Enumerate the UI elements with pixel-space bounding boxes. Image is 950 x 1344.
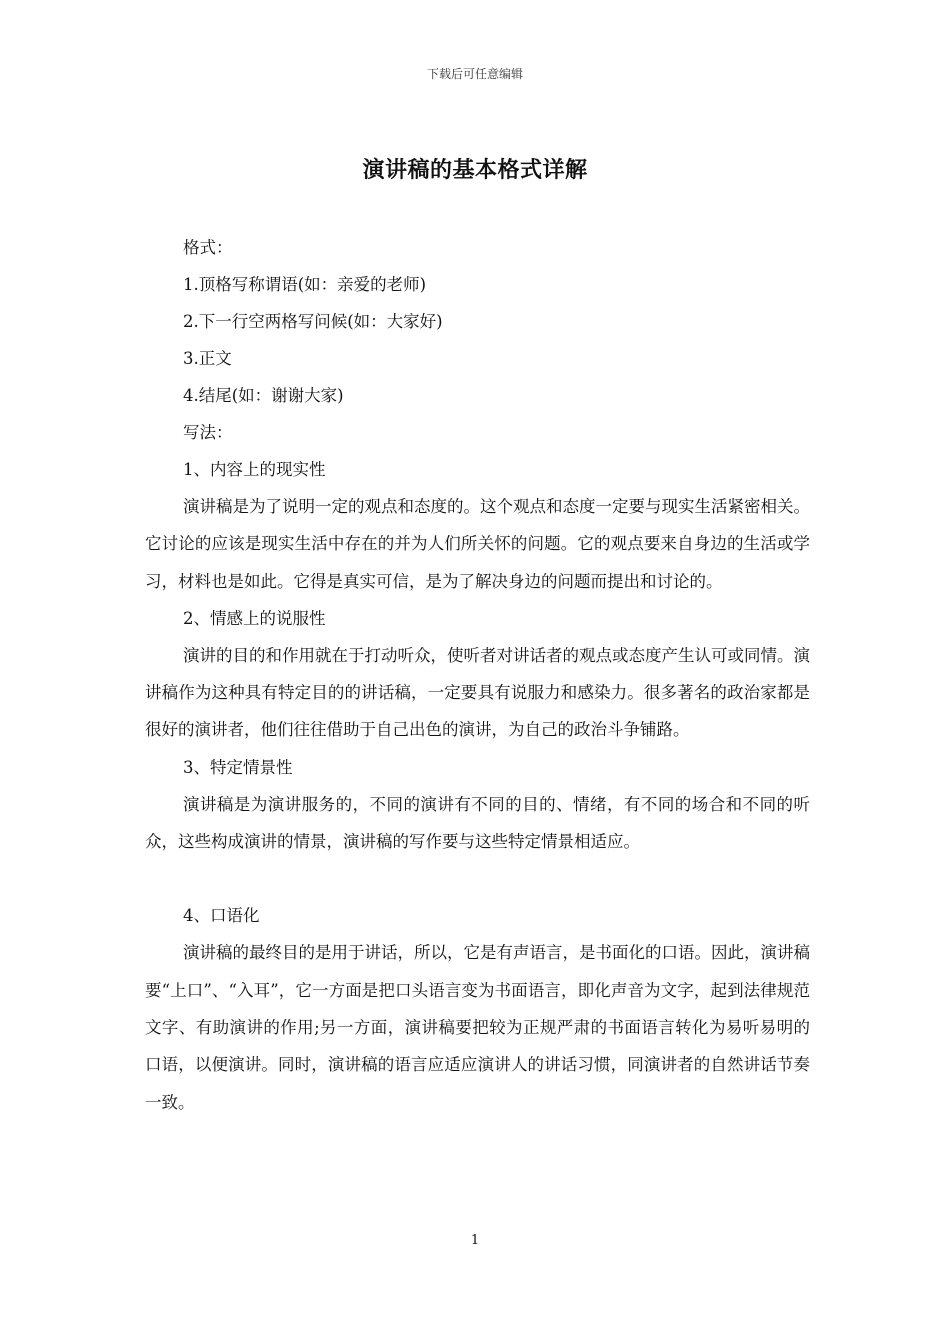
format-heading: 格式： — [183, 238, 233, 257]
section-heading-4: 4、口语化 — [183, 906, 260, 926]
section-body-2: 演讲的目的和作用就在于打动听众，使听者对讲话者的观点或态度产生认可或同情。演讲稿作为这种具有特定目的的讲话稿，一定要具有说服力和感染力。很多著名的政治家都是很好的演讲者，他们往往借助于自己出色的演讲，为自己的政治斗争铺路。 — [145, 645, 810, 740]
writing-heading: 写法： — [183, 423, 233, 442]
section-heading-3: 3、特定情景性 — [183, 757, 293, 777]
format-item-1: 1.顶格写称谓语(如：亲爱的老师) — [183, 275, 427, 294]
document-title: 演讲稿的基本格式详解 — [362, 157, 588, 183]
document-body — [145, 229, 810, 1121]
section-heading-2: 2、情感上的说服性 — [183, 608, 326, 628]
format-item-3: 3.正文 — [183, 349, 232, 368]
section-body-4: 演讲稿的最终目的是用于讲话，所以，它是有声语言，是书面化的口语。因此，演讲稿要“上口”、“入耳”，它一方面是把口头语言变为书面语言，即化声音为文字，起到法律规范文字、有助演讲的作用;另一方面，演讲稿要把较为正规严肃的书面语言转化为易听易明的口语，以便演讲。同时，演讲稿的语言应适应演讲人的讲话习惯，同演讲者的自然讲话节奏一致。 — [145, 943, 810, 1112]
section-body-1: 演讲稿是为了说明一定的观点和态度的。这个观点和态度一定要与现实生活紧密相关。它讨论的应该是现实生活中存在的并为人们所关怀的问题。它的观点要来自身边的生活或学习，材料也是如此。它得是真实可信，是为了解决身边的问题而提出和讨论的。 — [145, 497, 810, 591]
section-body-3: 演讲稿是为演讲服务的，不同的演讲有不同的目的、情绪，有不同的场合和不同的听众，这些构成演讲的情景，演讲稿的写作要与这些特定情景相适应。 — [145, 794, 810, 852]
section-heading-1: 1、内容上的现实性 — [183, 460, 326, 479]
page-number: 1 — [470, 1233, 480, 1248]
format-item-2: 2.下一行空两格写问候(如：大家好) — [183, 312, 443, 331]
format-item-4: 4.结尾(如：谢谢大家) — [183, 386, 344, 405]
page-header: 下载后可任意编辑 — [426, 67, 523, 81]
paragraph-spacer — [145, 860, 810, 897]
